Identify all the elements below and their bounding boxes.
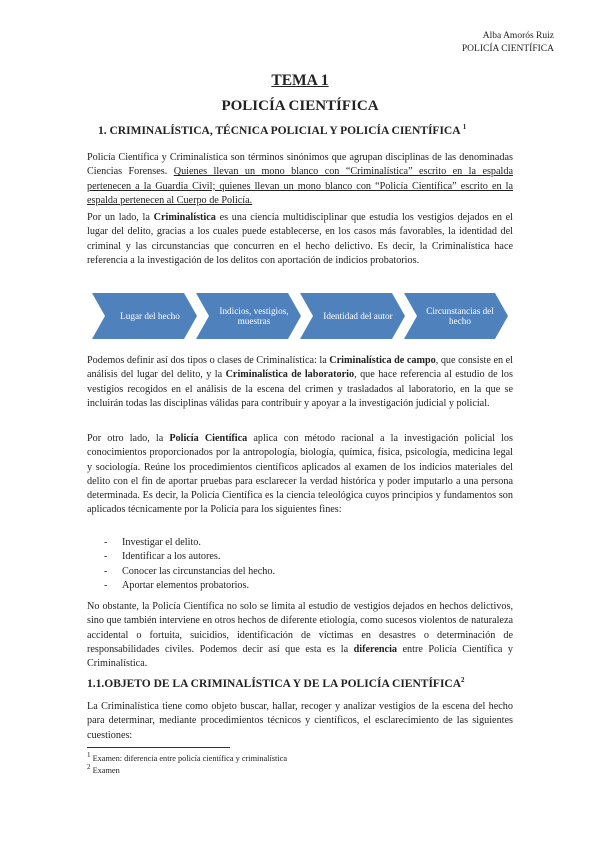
footnote-2-text: Examen: [90, 766, 120, 775]
term-criminalistica: Criminalística: [153, 212, 216, 223]
paragraph-2-text-a: Por un lado, la: [87, 212, 154, 223]
paragraph-4: [87, 432, 513, 518]
list-item: - Investigar el delito.: [104, 536, 275, 550]
author-name: Alba Amorós Ruiz: [482, 31, 554, 41]
main-title: POLICÍA CIENTÍFICA: [221, 98, 379, 114]
section-1-heading: [98, 125, 466, 137]
paragraph-5: [87, 600, 513, 671]
paragraph-3: [87, 354, 513, 411]
paragraph-4-text-a: Por otro lado, la: [87, 433, 170, 444]
paragraph-6: La Criminalística tiene como objeto buscar, hallar, recoger y analizar vestigios de la escena del hecho para determinar, mediante procedimientos técnicos y científicos, el esclarecimiento de las siguientes cuestiones:: [87, 701, 513, 741]
paragraph-2-text-c: es una ciencia multidisciplinar que estudia los vestigios dejados en el lugar del delito, gracias a los cuales puede establecerse, en los casos más favorables, la identidad del criminal y las circunstancias que concurren en el hecho delictivo. Es decir, la Criminalística hace referencia a la investigación de los delitos con aportación de indicios probatorios.: [87, 212, 513, 266]
paragraph-3-text-a: Podemos definir así dos tipos o clases de Criminalística: la: [87, 355, 330, 366]
paragraph-4-text-c: aplica con método racional a la investigación policial los conocimientos proporcionados por la antropología, biología, química, física, psicología, medicina legal y sociología. Reúne los procedimientos científicos aplicados al examen de los indicios materiales del delito con el fin de aportar pruebas para esclarecer la verdad histórica y poder imputarlo a una persona determinada. Es decir, la Policía Científica es la ciencia teleológica cuyos principios y fundamentos son aplicados técnicamente por la Policía para los siguientes fines:: [87, 433, 513, 516]
footnote-2: [87, 765, 120, 776]
flow-step-3-label: Identidad del autor: [323, 310, 393, 321]
page-header: [462, 30, 554, 56]
process-flow-diagram: [92, 293, 508, 339]
paragraph-5-text-c: entre Policía Científica y Criminalística.: [87, 643, 513, 670]
flow-step-1-label: Lugar del hecho: [120, 310, 180, 321]
footnote-divider: [87, 747, 230, 748]
paragraph-3-text-e: , que hace referencia al estudio de los vestigios recogidos en el análisis de la escena del crimen y trasladados al laboratorio, en la que se incluirán todas las disciplinas válidas para contribuir y apoyar a la investigación judicial y policial.: [87, 369, 513, 409]
footnote-1-text: Examen: diferencia entre policía científica y criminalística: [90, 754, 287, 763]
list-item: - Conocer las circunstancias del hecho.: [104, 565, 275, 579]
term-criminalistica-campo: Criminalística de campo: [329, 355, 436, 366]
list-item: - Identificar a los autores.: [104, 550, 275, 564]
paragraph-1: [87, 151, 513, 208]
fines-list: [104, 536, 275, 594]
paragraph-2: [87, 211, 513, 268]
paragraph-5-text-a: No obstante, la Policía Científica no solo se limita al estudio de vestigios dejados en hechos delictivos, sino que también interviene en otros hechos de diferente etiología, como sucesos violentos de naturaleza accidental o fortuita, suicidios, identificación de víctimas en desastres o determinación de responsabilidades civiles. Podemos decir así que esta es la: [87, 601, 513, 655]
footnote-2-number: 2: [87, 763, 91, 772]
list-item: - Aportar elementos probatorios.: [104, 579, 275, 593]
footnote-ref-2[interactable]: 2: [461, 676, 465, 685]
flow-step-4-label: Circunstancias del hecho: [426, 305, 494, 326]
section-1-heading-text: 1. CRIMINALÍSTICA, TÉCNICA POLICIAL Y POLICÍA CIENTÍFICA: [98, 125, 460, 137]
header-subject: POLICÍA CIENTÍFICA: [461, 44, 554, 54]
footnote-1-number: 1: [87, 751, 91, 760]
paragraph-1-text: Policía Científica y Criminalística son términos sinónimos que agrupan disciplinas de las denominadas Ciencias Forenses.: [87, 152, 513, 178]
flow-step-2-label: Indicios, vestigios, muestras: [219, 305, 289, 326]
term-criminalistica-laboratorio: Criminalística de laboratorio: [225, 369, 355, 381]
footnote-ref-1[interactable]: 1: [462, 123, 467, 132]
footnote-1: [87, 753, 287, 764]
paragraph-3-text-c: , que consiste en el análisis del lugar del delito, y la: [87, 355, 513, 381]
term-policia-cientifica: Policía Científica: [169, 433, 248, 444]
tema-title: TEMA 1: [271, 72, 329, 89]
term-diferencia: diferencia: [353, 643, 398, 655]
section-1-1-heading-text: 1.1.OBJETO DE LA CRIMINALÍSTICA Y DE LA POLICÍA CIENTÍFICA: [87, 678, 462, 690]
paragraph-1-underlined: Quienes llevan un mono blanco con “Criminalística” escrito en la espalda pertenecen a la Guardia Civil; quienes llevan un mono blanco con “Policía Científica” escrito en la espalda pertenecen al Cuerpo de Policía.: [87, 166, 513, 206]
section-1-1-heading: [87, 678, 465, 690]
